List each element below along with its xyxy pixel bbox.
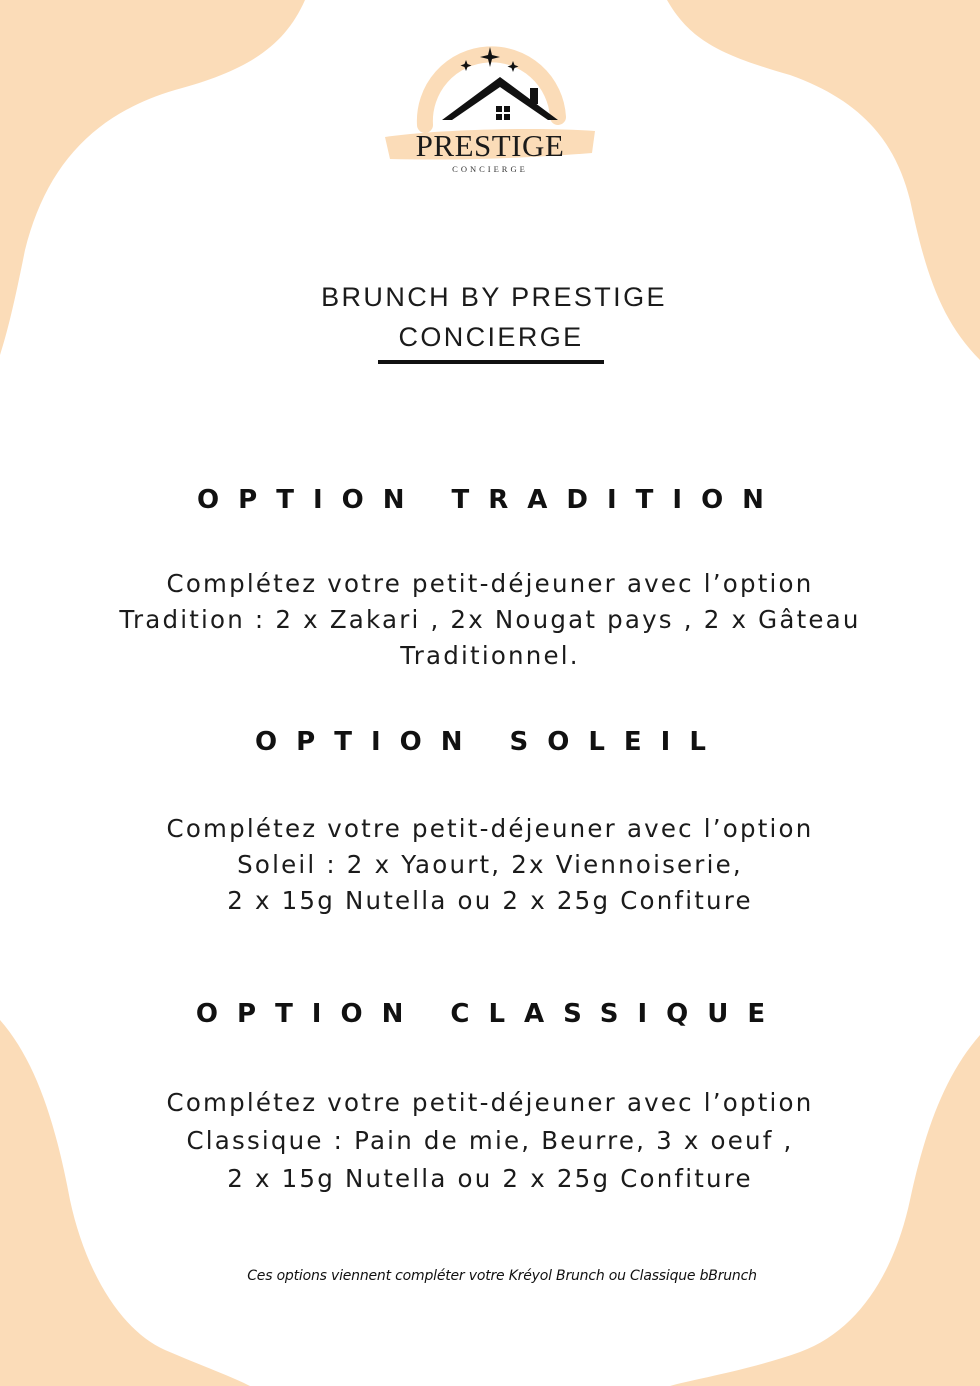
logo-subtitle: CONCIERGE [452, 164, 528, 174]
option-classique-line-3: 2 x 15g Nutella ou 2 x 25g Confiture [227, 1164, 753, 1193]
option-classique-heading: OPTION CLASSIQUE [195, 999, 785, 1029]
option-classique-line-2: Classique : Pain de mie, Beurre, 3 x oeuf , [186, 1126, 794, 1155]
page-title [0, 278, 980, 364]
title-line-1: BRUNCH BY PRESTIGE [321, 282, 667, 312]
option-soleil-line-3: 2 x 15g Nutella ou 2 x 25g Confiture [227, 886, 753, 915]
option-tradition-line-3: Traditionnel. [400, 641, 580, 670]
footnote: Ces options viennent compléter votre Kréyol Brunch ou Classique bBrunch [247, 1268, 757, 1284]
option-soleil-line-2: Soleil : 2 x Yaourt, 2x Viennoiserie, [237, 850, 743, 879]
option-tradition-line-1: Complétez votre petit-déjeuner avec l’option [166, 569, 814, 598]
title-line-2: CONCIERGE [378, 316, 604, 364]
logo-wordmark: PRESTIGE [415, 128, 565, 163]
option-tradition-line-2: Tradition : 2 x Zakari , 2x Nougat pays , 2 x Gâteau [119, 605, 861, 634]
option-soleil-description [0, 811, 980, 919]
option-tradition-heading: OPTION TRADITION [197, 485, 783, 515]
option-soleil-heading: OPTION SOLEIL [255, 727, 725, 757]
option-classique-line-1: Complétez votre petit-déjeuner avec l’option [166, 1088, 814, 1117]
prestige-concierge-logo [380, 25, 600, 180]
option-tradition-description [0, 566, 980, 674]
option-classique-description [0, 1084, 980, 1198]
option-soleil-line-1: Complétez votre petit-déjeuner avec l’option [166, 814, 814, 843]
bottom-left-blob [0, 1020, 250, 1386]
